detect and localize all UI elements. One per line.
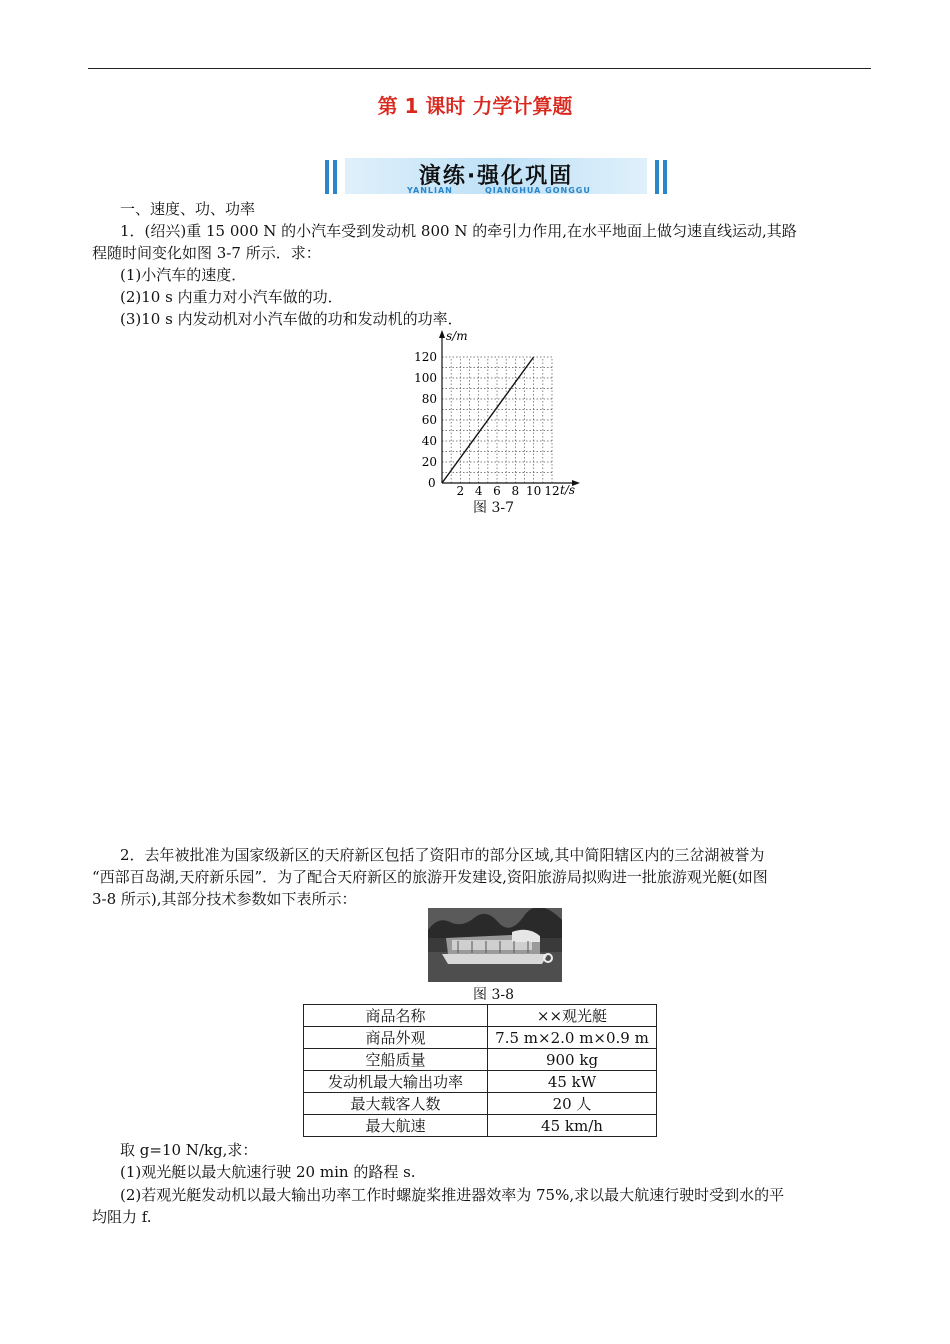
q2-text-line2: “西部百岛湖,天府新乐园”．为了配合天府新区的旅游开发建设,资阳旅游局拟购进一批旅游观光艇(如图 (92, 868, 768, 886)
y-axis-arrow (439, 330, 445, 338)
table-row (304, 1049, 657, 1071)
figure-3-7-caption: 图 3-7 (473, 500, 514, 516)
y-tick-label: 60 (421, 413, 437, 427)
x-axis-label: t/s (560, 483, 576, 497)
table-cell-value: ××观光艇 (488, 1005, 657, 1027)
q1-text-line1: 1．(绍兴)重 15 000 N 的小汽车受到发动机 800 N 的牵引力作用,在水平地面上做匀速直线运动,其路 (120, 222, 797, 240)
banner-title: 演练·强化巩固 (418, 164, 574, 189)
table-row (304, 1027, 657, 1049)
x-tick-label: 6 (493, 484, 501, 498)
y-tick-label: 80 (421, 392, 437, 406)
chart-ticks (414, 350, 560, 498)
table-row (304, 1005, 657, 1027)
table-cell-label: 最大航速 (304, 1115, 488, 1137)
origin-label: 0 (428, 476, 436, 490)
section-banner (325, 158, 667, 198)
table-cell-value: 45 kW (488, 1071, 657, 1093)
q2-sub2-line2: 均阻力 f. (92, 1208, 152, 1226)
y-axis-label: s/m (446, 329, 468, 343)
q1-sub2: (2)10 s 内重力对小汽车做的功． (120, 288, 343, 306)
header-rule (88, 68, 871, 69)
section-heading: 一、速度、功、功率 (120, 200, 256, 218)
x-tick-label: 4 (474, 484, 483, 498)
boat-spec-table (303, 1004, 657, 1137)
q1-sub1: (1)小汽车的速度． (120, 266, 247, 284)
figure-3-8-caption: 图 3-8 (473, 987, 514, 1003)
table-cell-value: 45 km/h (488, 1115, 657, 1137)
banner-sub-right: QIANGHUA GONGGU (485, 186, 591, 195)
q2-given: 取 g=10 N/kg,求： (120, 1141, 258, 1159)
y-tick-label: 40 (421, 434, 437, 448)
table-cell-value: 20 人 (488, 1093, 657, 1115)
boat-photo (428, 908, 562, 982)
x-tick-label: 2 (456, 484, 465, 498)
table-row (304, 1071, 657, 1093)
x-tick-label: 8 (511, 484, 520, 498)
table-cell-label: 商品外观 (304, 1027, 488, 1049)
table-cell-value: 900 kg (488, 1049, 657, 1071)
q2-sub2-line1: (2)若观光艇发动机以最大输出功率工作时螺旋桨推进器效率为 75%,求以最大航速行驶时受到水的平 (120, 1186, 785, 1204)
y-tick-label: 100 (414, 371, 437, 385)
q1-text-line2: 程随时间变化如图 3-7 所示．求： (92, 244, 321, 262)
x-tick-label: 12 (544, 484, 560, 498)
q2-text-line1: 2．去年被批准为国家级新区的天府新区包括了资阳市的部分区域,其中简阳辖区内的三岔湖被誉为 (120, 846, 765, 864)
table-row (304, 1093, 657, 1115)
distance-time-chart (400, 326, 590, 498)
q2-text-line3: 3-8 所示),其部分技术参数如下表所示： (92, 890, 357, 908)
lesson-title: 第 1 课时 力学计算题 (377, 94, 573, 118)
y-tick-label: 120 (414, 350, 437, 364)
table-cell-value: 7.5 m×2.0 m×0.9 m (488, 1027, 657, 1049)
q2-sub1: (1)观光艇以最大航速行驶 20 min 的路程 s. (120, 1163, 416, 1181)
banner-sub-left: YANLIAN (407, 186, 453, 195)
x-tick-label: 10 (526, 484, 542, 498)
y-tick-label: 20 (421, 455, 437, 469)
table-cell-label: 商品名称 (304, 1005, 488, 1027)
table-cell-label: 发动机最大输出功率 (304, 1071, 488, 1093)
chart-grid (442, 357, 552, 483)
q1-sub3: (3)10 s 内发动机对小汽车做的功和发动机的功率． (120, 310, 463, 328)
table-row (304, 1115, 657, 1137)
table-cell-label: 最大载客人数 (304, 1093, 488, 1115)
table-cell-label: 空船质量 (304, 1049, 488, 1071)
